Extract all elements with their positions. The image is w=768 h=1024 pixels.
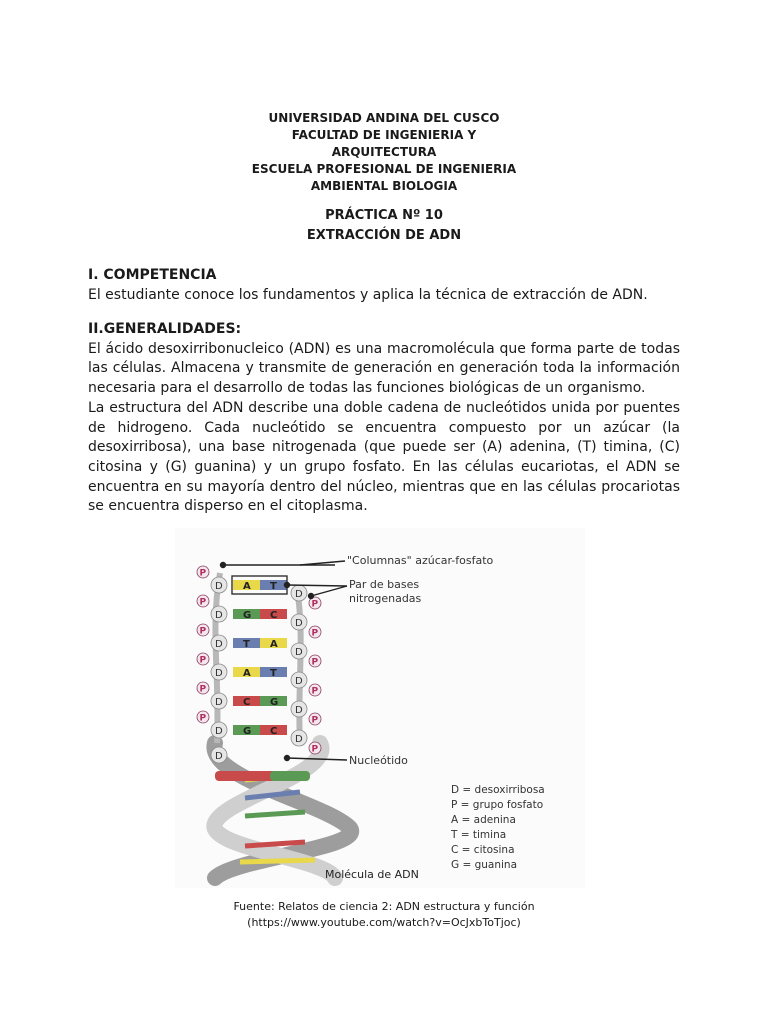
generalidades-heading: II.GENERALIDADES: bbox=[88, 321, 242, 337]
caption-url: (https://www.youtube.com/watch?v=OcJxbToTjoc) bbox=[247, 916, 521, 929]
base-letter-right: T bbox=[270, 668, 277, 679]
base-letter-left: C bbox=[243, 697, 251, 708]
dna-diagram bbox=[175, 528, 585, 888]
competencia-text: El estudiante conoce los fundamentos y aplica la técnica de extracción de ADN. bbox=[88, 286, 648, 303]
figure-legend bbox=[450, 784, 545, 871]
school-line-1: ESCUELA PROFESIONAL DE INGENIERIA bbox=[251, 162, 517, 176]
nucleotide-base-green bbox=[270, 771, 310, 781]
label-pair-line-1: Par de bases bbox=[349, 578, 420, 591]
base-pair-ladder bbox=[197, 566, 321, 781]
phosphate-letter: P bbox=[311, 657, 319, 668]
section-generalidades bbox=[88, 320, 680, 517]
phosphate-letter: P bbox=[199, 713, 207, 724]
helix-twist bbox=[214, 743, 351, 878]
legend-item-guanina: G = guanina bbox=[451, 859, 518, 871]
base-letter-right: T bbox=[270, 581, 277, 592]
sugar-letter: D bbox=[295, 734, 303, 745]
generalidades-paragraph-1: El ácido desoxirribonucleico (ADN) es una macromolécula que forma parte de todas las células. Almacena y transmite de generación en generación toda la información necesaria para el desarrollo de todas las funciones biológicas de un organismo. bbox=[88, 340, 680, 397]
practice-number: PRÁCTICA Nº 10 bbox=[325, 208, 443, 223]
practice-title-block bbox=[0, 206, 768, 246]
sugar-letter: D bbox=[215, 726, 223, 737]
sugar-letter: D bbox=[215, 610, 223, 621]
faculty-line-1: FACULTAD DE INGENIERIA Y bbox=[291, 128, 477, 142]
dna-figure bbox=[175, 528, 585, 888]
sugar-letter: D bbox=[215, 751, 223, 762]
label-columns: "Columnas" azúcar-fosfato bbox=[347, 554, 494, 567]
right-backbone bbox=[297, 588, 301, 743]
base-letter-left: A bbox=[243, 668, 251, 679]
generalidades-paragraph-2: La estructura del ADN describe una doble cadena de nucleótidos unida por puentes de hidrogeno. Cada nucleótido se encuentra compuesto por un azúcar (la desoxirribosa), una base nitrogenada (que puede ser (A) adenina, (T) timina, (C) citosina y (G) guanina) y un grupo fosfato. En las células eucariotas, el ADN se encuentra en su mayoría dentro del núcleo, mientras que en las células procariotas se encuentra disperso en el citoplasma. bbox=[88, 399, 680, 515]
sugar-letter: D bbox=[295, 618, 303, 629]
sugar-letter: D bbox=[295, 647, 303, 658]
sugar-letter: D bbox=[215, 581, 223, 592]
base-letter-right: G bbox=[270, 697, 279, 708]
legend-item-timina: T = timina bbox=[451, 829, 507, 841]
phosphate-letter: P bbox=[311, 599, 319, 610]
sugar-letter: D bbox=[295, 589, 303, 600]
school-line-2: AMBIENTAL BIOLOGIA bbox=[310, 179, 458, 193]
base-letter-left: G bbox=[243, 610, 252, 621]
phosphate-letter: P bbox=[199, 568, 207, 579]
phosphate-letter: P bbox=[311, 744, 319, 755]
base-letter-left: G bbox=[243, 726, 252, 737]
university-name: UNIVERSIDAD ANDINA DEL CUSCO bbox=[268, 111, 500, 125]
phosphate-letter: P bbox=[199, 626, 207, 637]
base-letter-left: A bbox=[243, 581, 251, 592]
twist-rung-3 bbox=[245, 812, 305, 816]
section-competencia bbox=[88, 266, 680, 305]
legend-item-citosina: C = citosina bbox=[451, 844, 515, 856]
legend-item-desoxirribosa: D = desoxirribosa bbox=[451, 784, 545, 796]
left-backbone bbox=[215, 573, 220, 743]
label-pair-line-2: nitrogenadas bbox=[349, 592, 422, 605]
sugar-letter: D bbox=[295, 705, 303, 716]
label-nucleotide: Nucleótido bbox=[349, 754, 408, 767]
figure-caption bbox=[0, 899, 768, 931]
sugar-letter: D bbox=[215, 639, 223, 650]
phosphate-letter: P bbox=[199, 597, 207, 608]
phosphate-letter: P bbox=[311, 686, 319, 697]
legend-item-adenina: A = adenina bbox=[451, 814, 516, 826]
competencia-heading: I. COMPETENCIA bbox=[88, 267, 217, 283]
base-letter-right: A bbox=[270, 639, 278, 650]
base-letter-left: T bbox=[243, 639, 250, 650]
practice-title: EXTRACCIÓN DE ADN bbox=[306, 228, 462, 243]
sugar-letter: D bbox=[295, 676, 303, 687]
phosphate-letter: P bbox=[199, 655, 207, 666]
label-molecule: Molécula de ADN bbox=[325, 868, 419, 881]
legend-item-fosfato: P = grupo fosfato bbox=[451, 799, 544, 811]
phosphate-letter: P bbox=[199, 684, 207, 695]
twist-rung-5 bbox=[240, 860, 315, 862]
sugar-letter: D bbox=[215, 697, 223, 708]
base-letter-right: C bbox=[270, 610, 278, 621]
base-letter-right: C bbox=[270, 726, 278, 737]
sugar-letter: D bbox=[215, 668, 223, 679]
caption-source: Fuente: Relatos de ciencia 2: ADN estructura y función bbox=[233, 900, 535, 913]
phosphate-letter: P bbox=[311, 715, 319, 726]
document-header bbox=[0, 110, 768, 195]
phosphate-letter: P bbox=[311, 628, 319, 639]
faculty-line-2: ARQUITECTURA bbox=[331, 145, 437, 159]
